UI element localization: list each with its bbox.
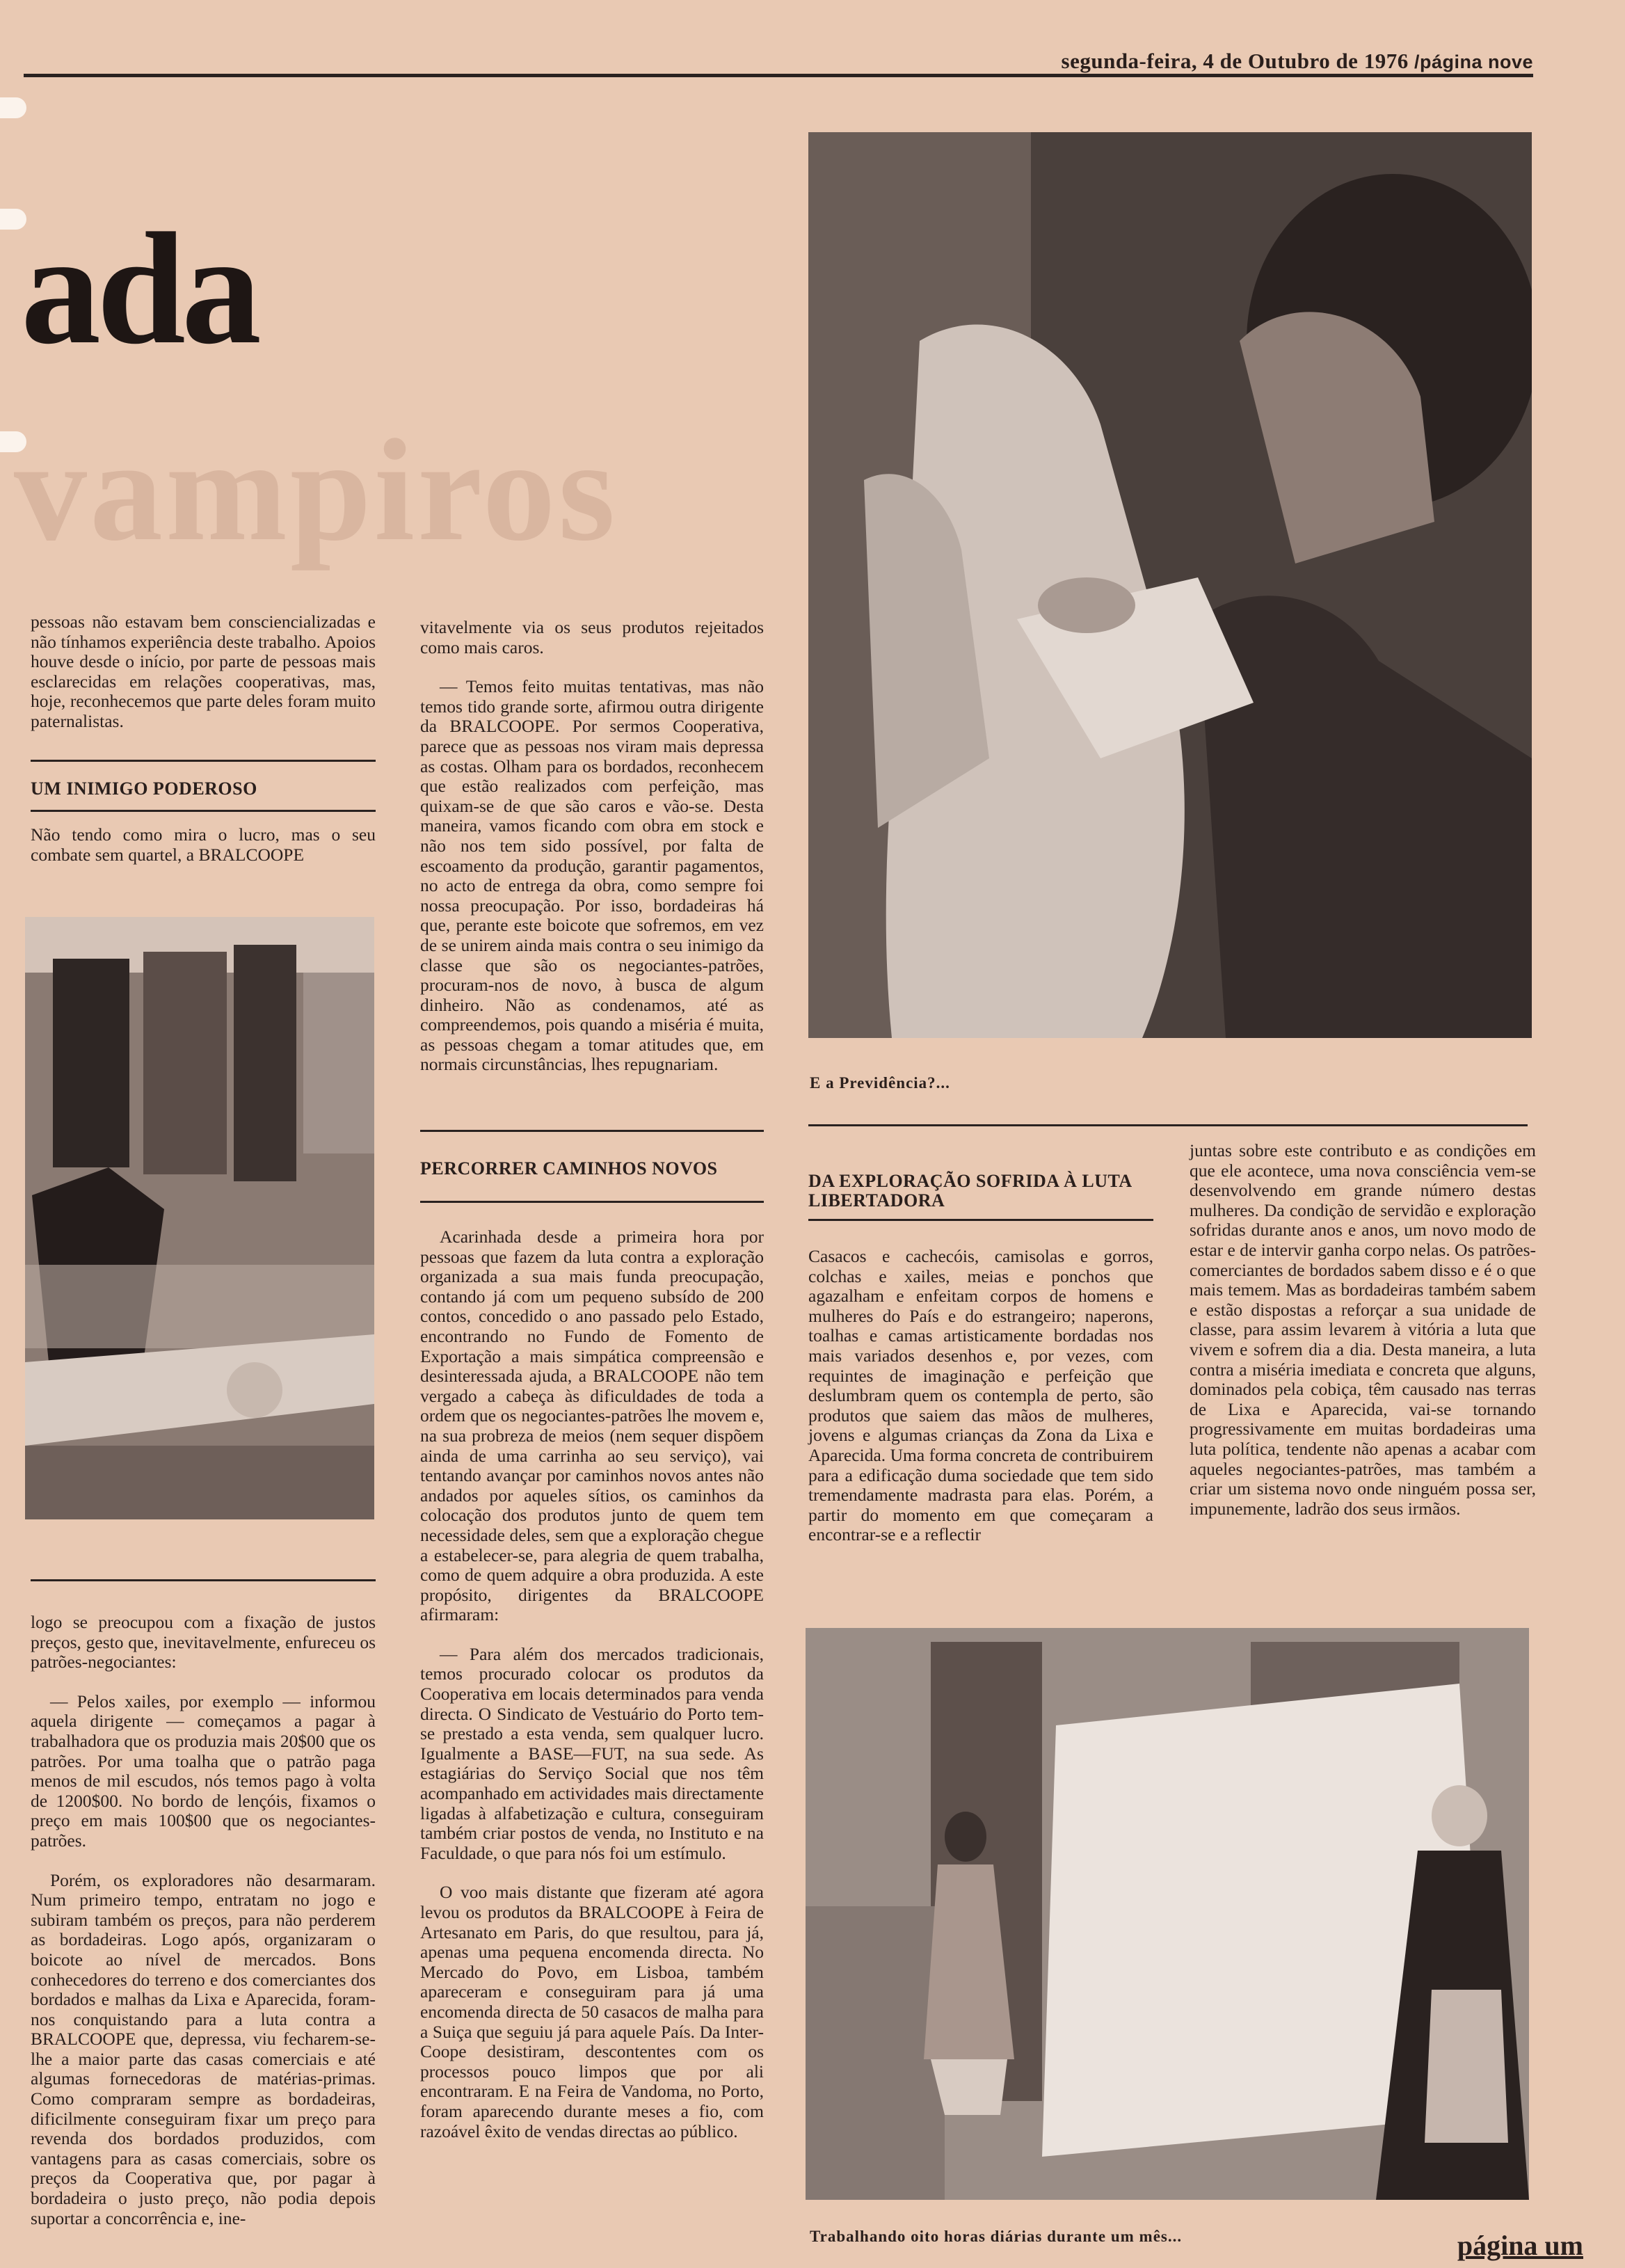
photo-illustration (808, 132, 1532, 1038)
background-headline: vampiros (14, 410, 618, 571)
paragraph: Porém, os exploradores não desarmaram. Num primeiro tempo, entratam no jogo e subiram também os preços, para não perderem as bordadeiras. Logo após, organizaram o boicote ao nível de mercados. Bons conhecedores do terreno e dos comerciantes dos bordados e malhas da Lixa e Aparecida, foram-nos conquistando para a luta contra a BRALCOOPE que, depressa, viu fecharem-se-lhe a maior parte das casas comerciais e até algumas fornecedoras de matérias-primas. Como compraram sempre as bordadeiras, dificilmente conseguiram fixar um preço para revenda dos bordados produzidos, com vantagens para as casas comerciais, sobre os preços da Cooperativa que, por pagar à bordadeira o justo preço, não podia depois suportar a concorrência e, ine- (31, 1869, 376, 2228)
caption-top: E a Previdência?... (810, 1074, 950, 1092)
section-rule (31, 1579, 376, 1581)
col1-bottom (31, 1613, 376, 2248)
caption-bottom: Trabalhando oito horas diárias durante um mês... (810, 2228, 1183, 2245)
paragraph: — Temos feito muitas tentativas, mas não temos tido grande sorte, afirmou outra dirigente da BRALCOOPE. Por sermos Cooperativa, parece que as pessoas nos viram mais depressa as costas. Olham para os bordados, reconhecem que estão realizados com perfeição, mas quixam-se de que são caros e vão-se. Desta maneira, vamos ficando com obra em stock e não nos tem sido possível, por falta de escoamento da produção, garantir pagamentos, no acto de entrega da obra, como sempre foi nossa preocupação. Por isso, bordadeiras há que, perante este boicote que sofremos, em vez de se unirem ainda mais contra o seu inimigo da classe que são os negociantes-patrões, procuram-nos de novo, à busca de algum dinheiro. Não as condenamos, até as compreendemos, pois quando a miséria é muita, as pessoas chegam a tomar atitudes que, em normais circunstâncias, lhes repugnariam. (420, 676, 764, 1075)
col4 (1190, 1141, 1536, 1538)
col3 (808, 1247, 1153, 1565)
photo-embroidery-hanging (25, 917, 374, 1519)
section-rule (420, 1201, 764, 1203)
paragraph: O voo mais distante que fizeram até agora levou os produtos da BRALCOOPE à Feira de Artesanato em Paris, do que resultou, para já, apenas uma pequena encomenda directa. No Mercado do Povo, em Lisboa, também apareceram e conseguiram para já uma encomenda directa de 50 casacos de malha para a Suiça que seguiu já para aquele País. Da Inter-Coope desistiram, descontentes com os processos pouco limpos que por ali encontraram. E na Feira de Vandoma, no Porto, foram aparecendo durante meses a fio, com razoável êxito de vendas directas ao público. (420, 1882, 764, 2141)
col1-top (31, 612, 376, 751)
paragraph: — Para além dos mercados tradicionais, temos procurado colocar os produtos da Cooperativa em locais determinados para venda directa. O Sindicato de Vestuário do Porto tem-se prestado a esta venda, sem qualquer lucro. Igualmente a BASE—FUT, na sua sede. As estagiárias do Serviço Social que nos têm acompanhado em actividades mais directamente ligadas à alfabetização e cultura, conseguiram também criar postos de venda, no Instituto e na Faculdade, o que para nós foi um estímulo. (420, 1643, 764, 1863)
subheading-exploracao: DA EXPLORAÇÃO SOFRIDA À LUTA LIBERTADORA (808, 1171, 1132, 1211)
section-rule (420, 1130, 764, 1132)
footer-page-link: página um (1457, 2230, 1583, 2261)
paragraph: Acarinhada desde a primeira hora por pessoas que fazem da luta contra a exploração organizada a sua mais funda preocupação, contando já com um pequeno subsído de 200 contos, concedido o ano passado pelo Estado, encontrando no Fundo de Fomento de Exportação a mais simpática compreensão e desinteressada ajuda, a BRALCOOPE não tem vergado a cabeça às dificuldades de toda a ordem que os negociantes-patrões lhe movem e, na sua probreza de meios (nem sequer dispõem ainda de uma carrinha ao seu serviço), vai tentando avançar por caminhos novos antes não andados por aqueles sítios, os caminhos da colocação dos produtos junto de quem tem necessidade deles, sem que a exploração chegue a estabelecer-se, para alegria de quem trabalha, como de quem adquire a obra produzida. A este propósito, dirigentes da BRALCOOPE afirmaram: (420, 1227, 764, 1625)
section-rule (808, 1124, 1528, 1126)
paragraph: Casacos e cachecóis, camisolas e gorros, colchas e xailes, meias e ponchos que agazalham e enfeitam corpos de homens e mulheres do País e do estrangeiro; naperons, toalhas e camas artisticamente bordadas nos mais variados desenhos e, por vezes, com requintes de imaginação e perfeição que deslumbram quem os contempla de perto, são produtos que saiem das mãos de mulheres, jovens e algumas crianças da Zona da Lixa e Aparecida. Uma forma concreta de contribuirem para a edificação duma sociedade que tem sido tremendamente madrasta para elas. Porém, a partir do momento em que começaram a encontrar-se e a reflectir (808, 1246, 1153, 1545)
col2-top (420, 618, 764, 1094)
page-date (1062, 49, 1533, 74)
photo-illustration (25, 917, 374, 1519)
header-rule (24, 74, 1533, 77)
subheading-inimigo: UM INIMIGO PODEROSO (31, 778, 257, 799)
paragraph: vitavelmente via os seus produtos rejeitados como mais caros. (420, 617, 764, 657)
paragraph: Não tendo como mira o lucro, mas o seu combate sem quartel, a BRALCOOPE (31, 824, 376, 865)
section-rule (31, 810, 376, 812)
photo-woman-embroidering (808, 132, 1532, 1038)
col1-inimigo (31, 825, 376, 884)
date-text: segunda-feira, 4 de Outubro de 1976 (1061, 49, 1409, 73)
subheading-caminhos: PERCORRER CAMINHOS NOVOS (420, 1158, 718, 1179)
binding-hole (0, 97, 26, 118)
paragraph: pessoas não estavam bem consciencializadas e não tínhamos experiência deste trabalho. Apoios houve desde o início, por parte de pessoas mais esclarecidas em relações cooperativas, mas, hoje, reconhecemos que parte deles foram muito paternalistas. (31, 612, 376, 731)
col2-bottom (420, 1227, 764, 2161)
paragraph: — Pelos xailes, por exemplo — informou aquela dirigente — começamos a pagar à trabalhadora que os produzia mais 20$00 que os patrões. Por uma toalha que o patrão paga menos de mil escudos, nós temos pago à volta de 1200$00. No bordo de lençóis, fixamos o preço em mais 100$00 que os negociantes-patrões. (31, 1691, 376, 1851)
headline: ada (21, 200, 257, 377)
paragraph: juntas sobre este contributo e as condições em que ele acontece, uma nova consciência vem-se desenvolvendo em grande número destas mulheres. Da condição de servidão e exploração sofridas durante anos e anos, um novo modo de estar e de intervir ganha corpo nelas. Os patrões-comerciantes de bordados sabem disso e é o que mais temem. Mas as bordadeiras também sabem e estão dispostas a reforçar a sua unidade de classe, para assim levarem à vitória a luta que vivem e sofrem dia a dia. Desta maneira, a luta contra a miséria imediata e concreta que alguns, dominados pela cobiça, têm causado nas terras de Lixa e Aparecida, vai-se tornando progressivamente em muitas bordadeiras uma luta política, tendente não apenas a acabar com aqueles negociantes-patrões, mas também a criar um sistema novo onde ninguém possa ser, impunemente, ladrão dos seus irmãos. (1190, 1140, 1536, 1519)
paragraph: logo se preocupou com a fixação de justos preços, gesto que, inevitavelmente, enfureceu os patrões-negociantes: (31, 1612, 376, 1672)
photo-illustration (806, 1628, 1529, 2200)
photo-women-with-sheet (806, 1628, 1529, 2200)
page-number: /página nove (1414, 51, 1533, 72)
section-rule (31, 760, 376, 762)
section-rule (808, 1219, 1153, 1221)
